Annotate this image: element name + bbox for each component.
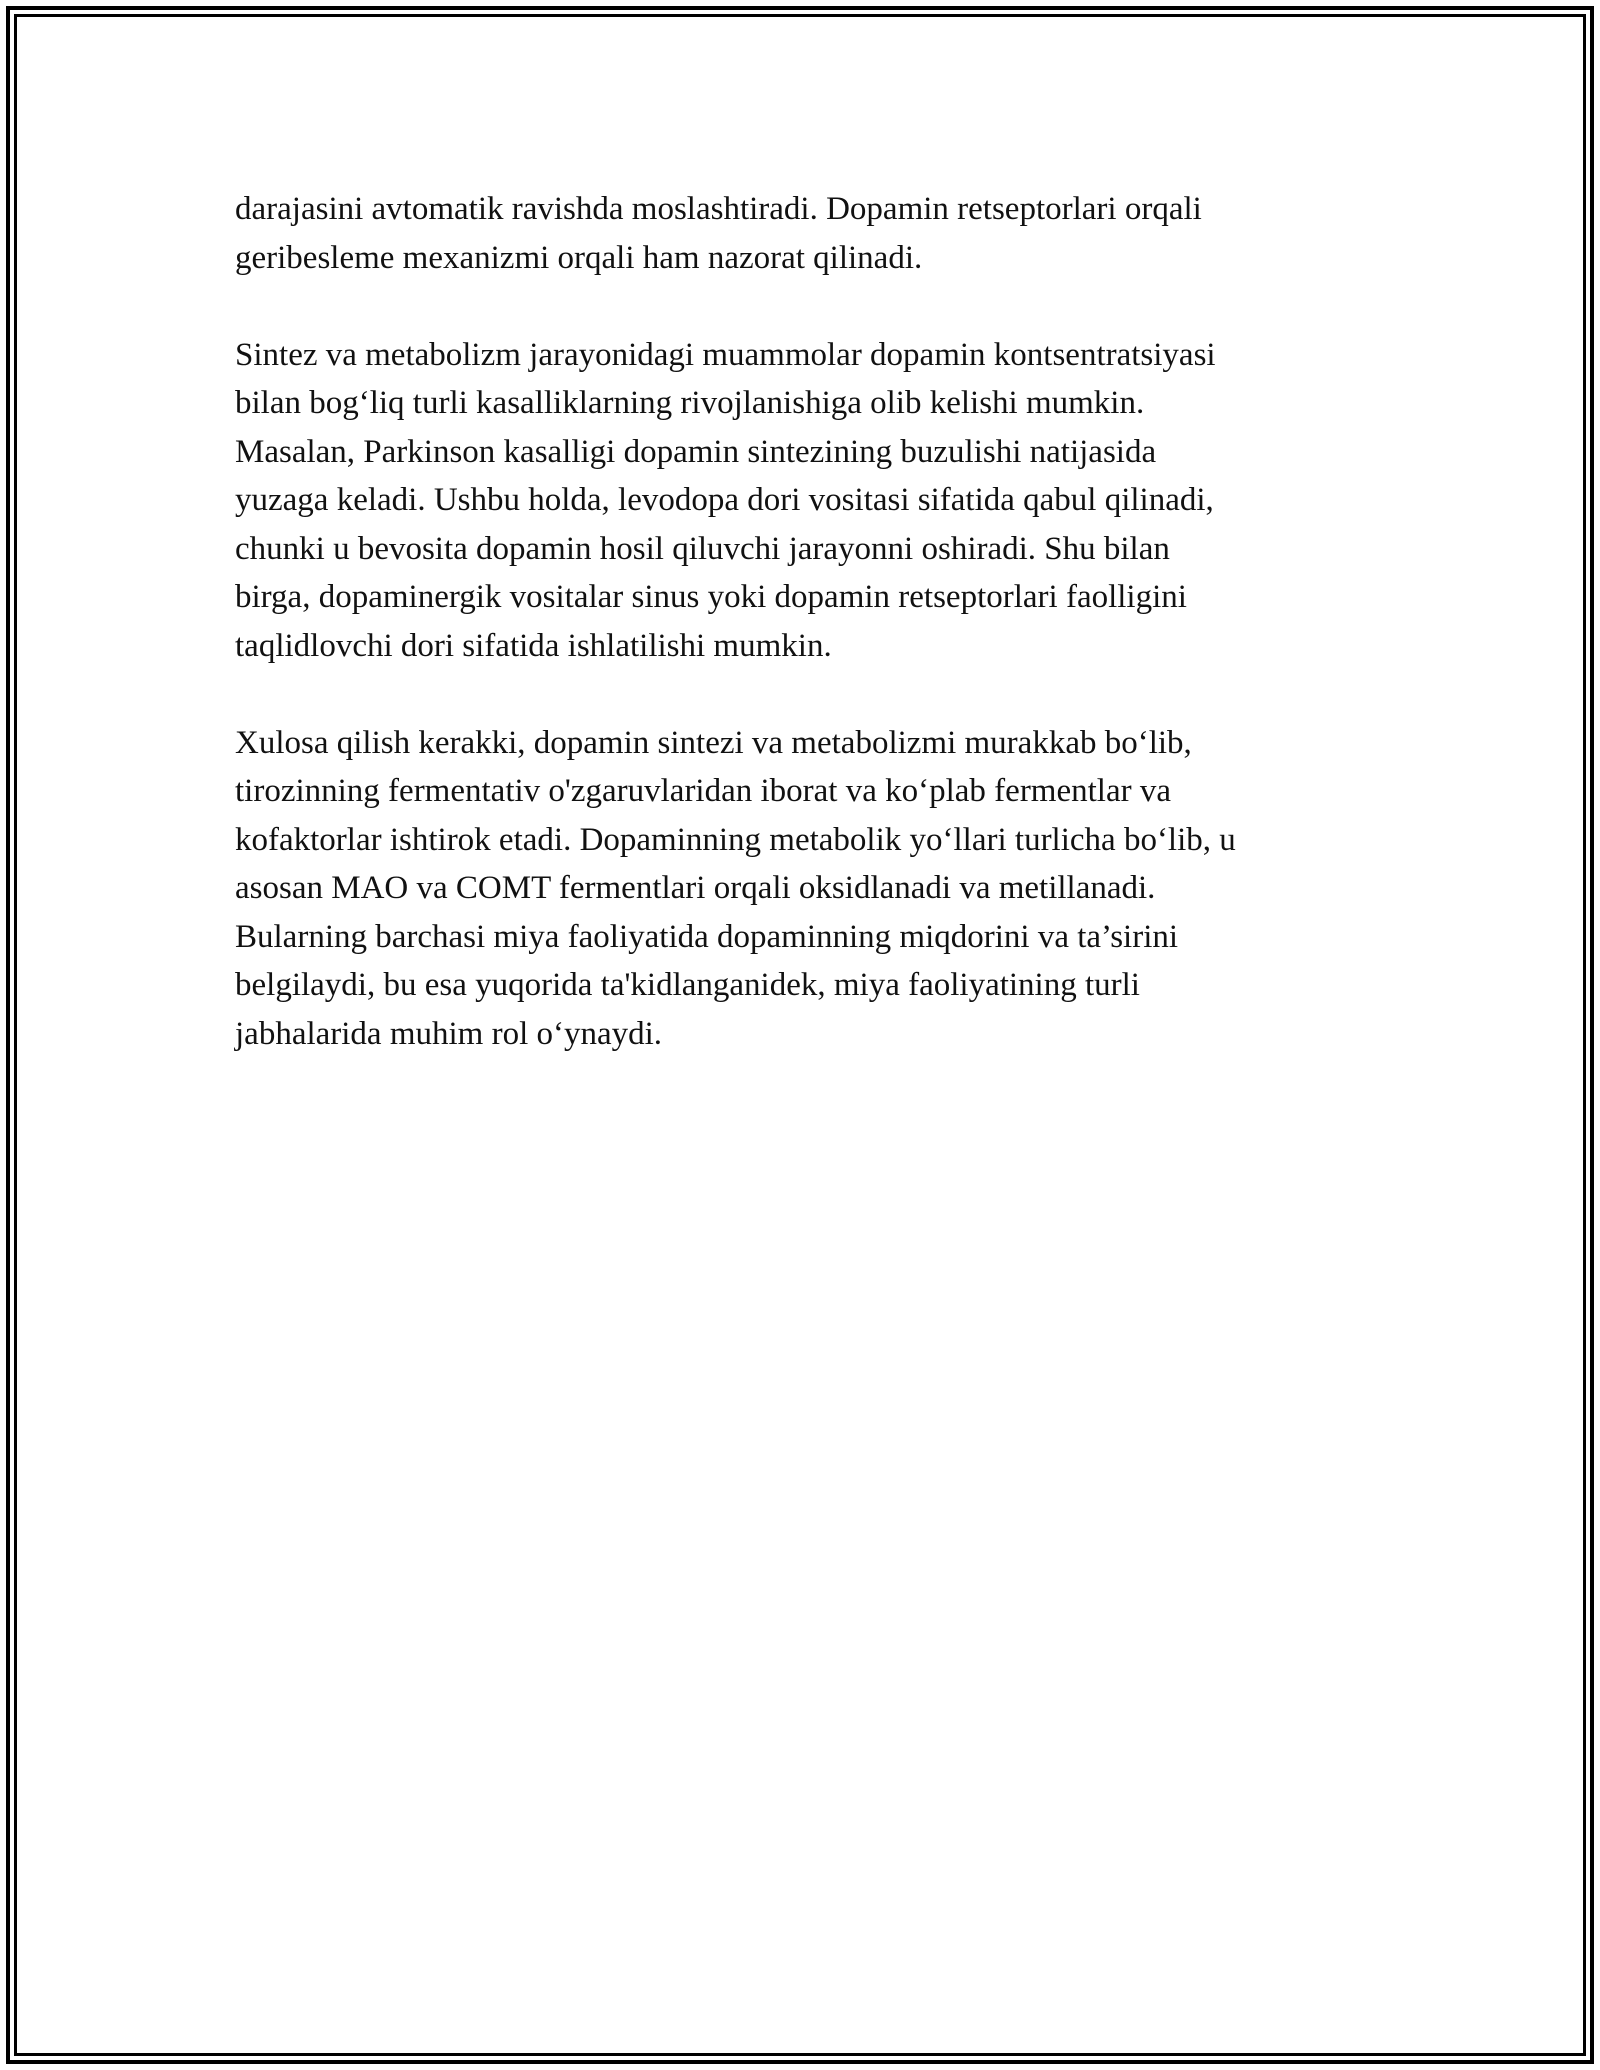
text-line: Sintez va metabolizm jarayonidagi muammolar dopamin kontsentratsiyasi [235,336,1216,373]
text-line: Masalan, Parkinson kasalligi dopamin sintezining buzulishi natijasida [235,433,1157,470]
text-line: belgilaydi, bu esa yuqorida ta'kidlanganidek, miya faoliyatining turli [235,967,1140,1003]
text-line: geribesleme mexanizmi orqali ham nazorat qilinadi. [235,239,923,276]
text-line: darajasini avtomatik ravishda moslashtiradi. Dopamin retseptorlari orqali [235,191,1202,227]
text-line: yuzaga keladi. Ushbu holda, levodopa dori vositasi sifatida qabul qilinadi, [235,482,1214,518]
paragraph-3 [235,719,1365,1059]
text-line: jabhalarida muhim rol o‘ynaydi. [235,1015,663,1052]
text-line: chunki u bevosita dopamin hosil qiluvchi jarayonni oshiradi. Shu bilan [235,530,1170,567]
text-line: bilan bog‘liq turli kasalliklarning rivojlanishiga olib kelishi mumkin. [235,385,1145,421]
text-line: taqlidlovchi dori sifatida ishlatilishi mumkin. [235,627,832,664]
text-line: kofaktorlar ishtirok etadi. Dopaminning metabolik yo‘llari turlicha bo‘lib, u [235,821,1236,858]
text-line: tirozinning fermentativ o'zgaruvlaridan iborat va ko‘plab fermentlar va [235,773,1171,809]
text-line: Bularning barchasi miya faoliyatida dopaminning miqdorini va ta’sirini [235,918,1179,955]
text-line: Xulosa qilish kerakki, dopamin sintezi va metabolizmi murakkab bo‘lib, [235,724,1192,761]
paragraph-1 [235,185,1365,282]
paragraph-2 [235,331,1365,671]
document-body [235,185,1365,1107]
text-line: asosan MAO va COMT fermentlari orqali oksidlanadi va metillanadi. [235,870,1156,906]
text-line: birga, dopaminergik vositalar sinus yoki dopamin retseptorlari faolligini [235,579,1187,615]
